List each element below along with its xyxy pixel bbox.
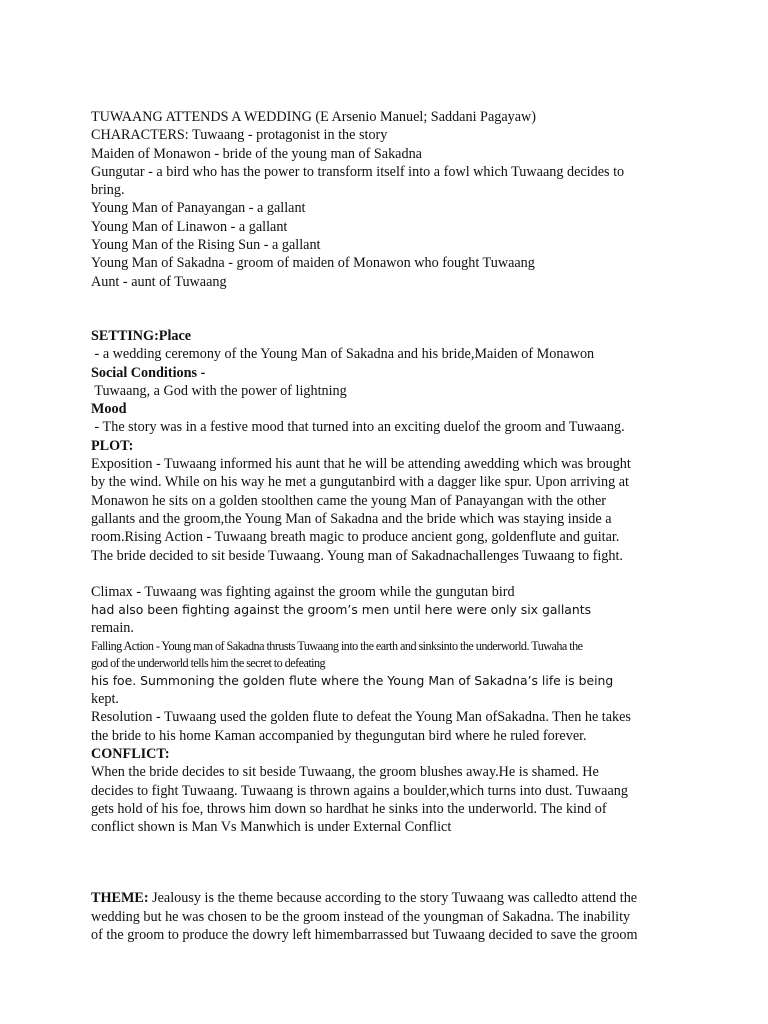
- exposition-line: The bride decided to sit beside Tuwaang. Young man of Sakadnachallenges Tuwaang to fight.: [91, 547, 623, 564]
- resolution-line: Resolution - Tuwaang used the golden flute to defeat the Young Man ofSakadna. Then he takes: [91, 709, 631, 726]
- exposition-line: room.Rising Action - Tuwaang breath magic to produce ancient gong, goldenflute and guitar.: [91, 529, 620, 546]
- climax-line: Climax - Tuwaang was fighting against the groom while the gungutan bird: [91, 583, 515, 600]
- character-line: Maiden of Monawon - bride of the young man of Sakadna: [91, 145, 422, 162]
- plot-heading: PLOT:: [91, 437, 134, 454]
- spacer: [91, 565, 676, 583]
- social-conditions-text: Tuwaang, a God with the power of lightning: [91, 382, 347, 399]
- falling-action-line: Falling Action - Young man of Sakadna thrusts Tuwaang into the earth and sinksinto the underworld. Tuwaha the: [91, 638, 583, 653]
- exposition-line: Exposition - Tuwaang informed his aunt that he will be attending awedding which was brought: [91, 456, 631, 473]
- mood-heading: Mood: [91, 401, 127, 418]
- character-line: Young Man of the Rising Sun - a gallant: [91, 237, 321, 254]
- climax-line: had also been fighting against the groom’s men until here were only six gallants: [91, 602, 592, 618]
- exposition-line: gallants and the groom,the Young Man of Sakadna and the bride which was staying inside a: [91, 510, 612, 527]
- conflict-line: gets hold of his foe, throws him down so hardhat he sinks into the underworld. The kind of: [91, 800, 607, 817]
- character-line: Young Man of Panayangan - a gallant: [91, 200, 306, 217]
- character-line: Gungutar - a bird who has the power to transform itself into a fowl which Tuwaang decides to: [91, 163, 625, 180]
- falling-action-continued-line: kept.: [91, 691, 119, 708]
- exposition-line: by the wind. While on his way he met a gungutanbird with a dagger like spur. Upon arriving at: [91, 474, 629, 491]
- theme-heading: THEME:: [91, 890, 149, 907]
- climax-line: remain.: [91, 620, 134, 637]
- characters-heading-line: CHARACTERS: Tuwaang - protagonist in the story: [91, 127, 388, 144]
- mood-text: - The story was in a festive mood that turned into an exciting duelof the groom and Tuwaang.: [91, 419, 625, 436]
- character-line: bring.: [91, 182, 125, 199]
- theme-line: of the groom to produce the dowry left himembarrassed but Tuwaang decided to save the groom: [91, 926, 638, 943]
- character-line: Young Man of Sakadna - groom of maiden of Monawon who fought Tuwaang: [91, 255, 535, 272]
- character-line: Aunt - aunt of Tuwaang: [91, 273, 227, 290]
- conflict-line: When the bride decides to sit beside Tuwaang, the groom blushes away.He is shamed. He: [91, 764, 599, 781]
- theme-first-line: [91, 889, 676, 907]
- resolution-line: the bride to his home Kaman accompanied by thegungutan bird where he ruled forever.: [91, 727, 587, 744]
- theme-line: wedding but he was chosen to be the groom instead of the youngman of Sakadna. The inability: [91, 908, 631, 925]
- character-line: Young Man of Linawon - a gallant: [91, 218, 288, 235]
- setting-heading: SETTING:Place: [91, 327, 192, 344]
- social-conditions-heading: Social Conditions -: [91, 364, 206, 381]
- setting-place: - a wedding ceremony of the Young Man of Sakadna and his bride,Maiden of Monawon: [91, 346, 595, 363]
- spacer: [91, 291, 676, 327]
- document-page: [91, 108, 676, 944]
- falling-action-continued-line: his foe. Summoning the golden flute where the Young Man of Sakadna’s life is being: [91, 672, 614, 688]
- falling-action-line: god of the underworld tells him the secret to defeating: [91, 655, 326, 670]
- theme-text: Jealousy is the theme because according to the story Tuwaang was calledto attend the: [148, 890, 638, 907]
- spacer: [91, 836, 676, 889]
- conflict-line: decides to fight Tuwaang. Tuwaang is thrown agains a boulder,which turns into dust. Tuwaang: [91, 782, 628, 799]
- exposition-line: Monawon he sits on a golden stoolthen came the young Man of Panayangan with the other: [91, 492, 606, 509]
- title-line: TUWAANG ATTENDS A WEDDING (E Arsenio Manuel; Saddani Pagayaw): [91, 109, 536, 125]
- conflict-heading: CONFLICT:: [91, 745, 170, 762]
- conflict-line: conflict shown is Man Vs Manwhich is under External Conflict: [91, 819, 452, 836]
